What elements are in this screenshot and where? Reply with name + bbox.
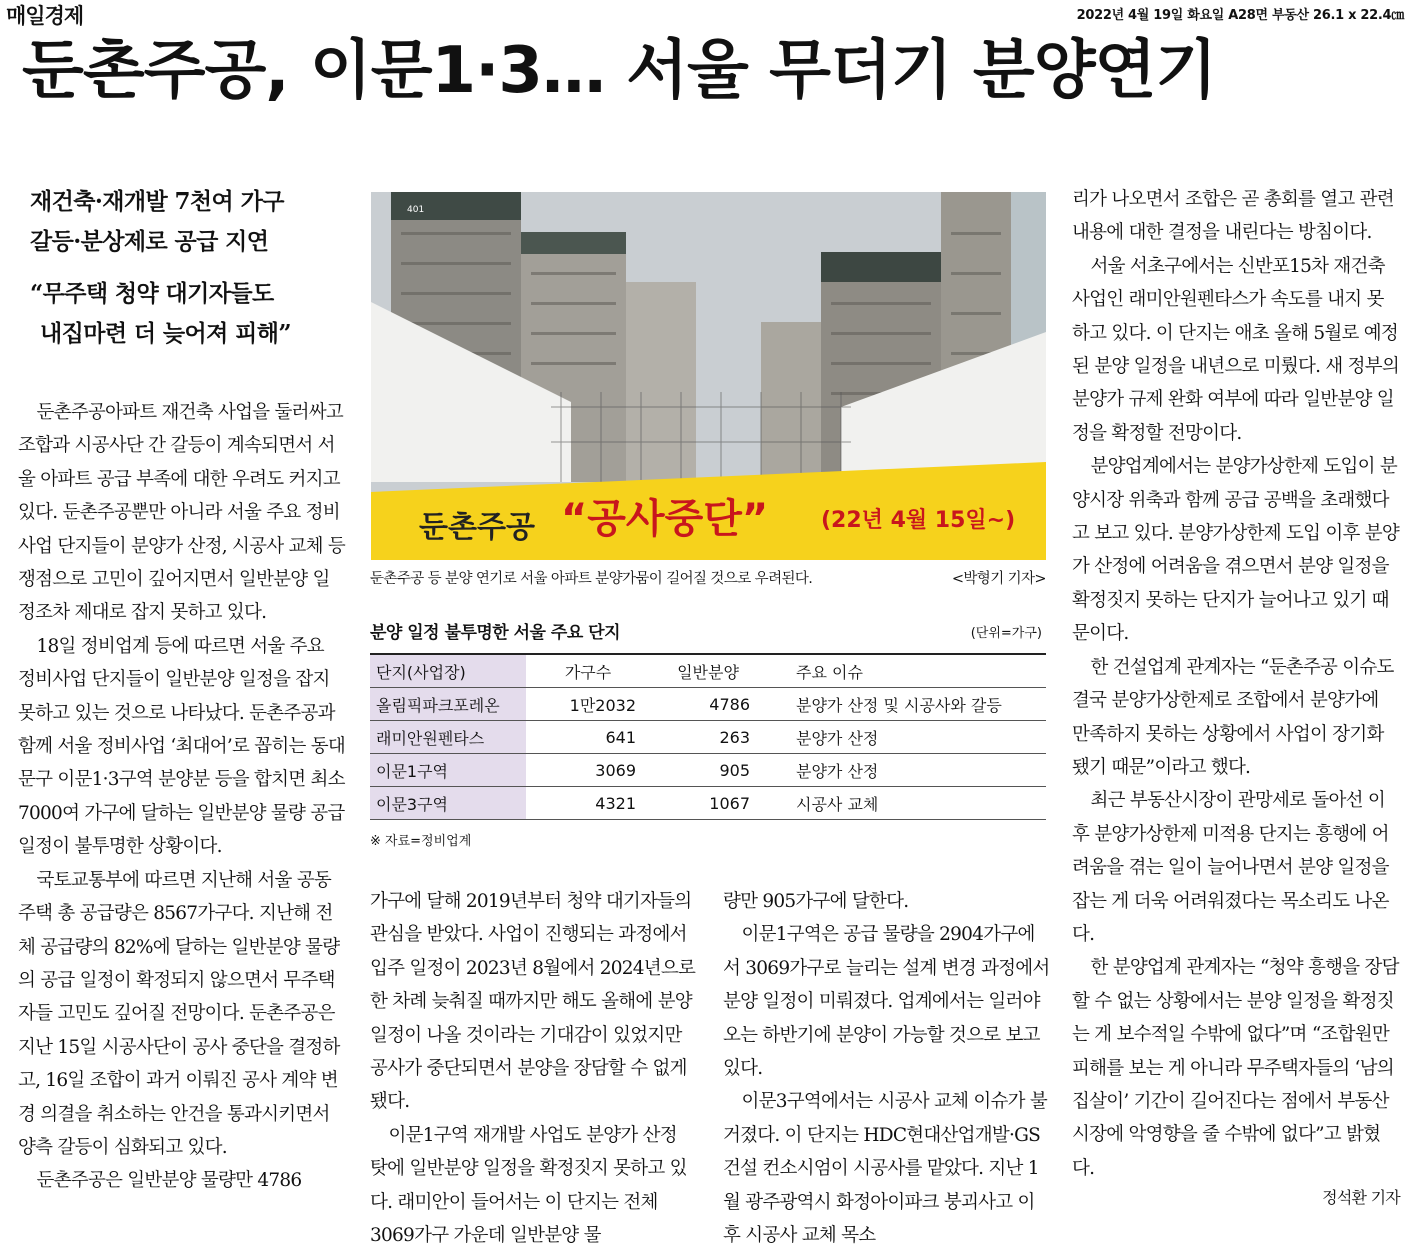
table-cell: 분양가 산정	[766, 754, 1046, 787]
table-unit: (단위=가구)	[970, 626, 1042, 641]
paragraph: 최근 부동산시장이 관망세로 돌아선 이후 분양가상한제 미적용 단지는 흥행에 어려움을 겪는 일이 늘어나면서 분양 일정을 잡는 게 더욱 어려워졌다는 목소리도 나온다.	[1072, 790, 1389, 945]
table-cell: 4786	[650, 688, 766, 721]
table-cell: 1만2032	[526, 688, 650, 721]
paragraph: 분양업계에서는 분양가상한제 도입이 분양시장 위축과 함께 공급 공백을 초래했다고 보고 있다. 분양가상한제 도입 이후 분양가 산정에 어려움을 겪으면서 분양 일정을 확정짓지 못하는 단지가 늘어나고 있기 때문이다.	[1072, 456, 1399, 645]
paragraph: 한 건설업계 관계자는 “둔촌주공 이슈도 결국 분양가상한제로 조합에서 분양가에 만족하지 못하는 상황에서 사업이 장기화됐기 때문”이라고 했다.	[1072, 656, 1394, 778]
paragraph: 18일 정비업계 등에 따르면 서울 주요 정비사업 단지들이 일반분양 일정을 잡지 못하고 있는 것으로 나타났다. 둔촌주공과 함께 서울 정비사업 ‘최대어’로 꼽히는 동대문구 이문1·3구역 분양분 등을 합치면 최소 7000여 가구에 달하는 일반분양 물량 공급 일정이 불투명한 상황이다.	[18, 635, 345, 858]
photo-credit: <박형기 기자>	[951, 571, 1046, 587]
header-cell: 단지(사업장)	[370, 654, 526, 688]
paragraph: 둔촌주공아파트 재건축 사업을 둘러싸고 조합과 시공사단 간 갈등이 계속되면서 서울 아파트 공급 부족에 대한 우려도 커지고 있다. 둔촌주공뿐만 아니라 서울 주요 정비사업 단지들이 분양가 산정, 시공사 교체 등 쟁점으로 고민이 깊어지면서 일반분양 일정조차 제대로 잡지 못하고 있다.	[18, 402, 345, 624]
header-cell: 일반분양	[650, 654, 766, 688]
paragraph: 이문3구역에서는 시공사 교체 이슈가 불거졌다. 이 단지는 HDC현대산업개발·GS건설 컨소시엄이 시공사를 맡았다. 지난 1월 광주광역시 화정아이파크 붕괴사고 이후 시공사 교체 목소	[723, 1091, 1047, 1247]
body-column-1	[18, 396, 346, 1198]
table-title: 분양 일정 불투명한 서울 주요 단지	[370, 623, 620, 643]
photo-caption	[370, 567, 1046, 588]
table-cell: 올림픽파크포레온	[370, 688, 526, 721]
subhead-line: “무주택 청약 대기자들도	[30, 280, 274, 307]
table-cell: 래미안원펜타스	[370, 721, 526, 754]
body-column-3	[723, 885, 1051, 1252]
issue-info: 2022년 4월 19일 화요일 A28면 부동산 26.1 x 22.4㎝	[1076, 8, 1404, 23]
news-photo	[371, 192, 1046, 560]
paragraph: 서울 서초구에서는 신반포15차 재건축 사업인 래미안원펜타스가 속도를 내지 못하고 있다. 이 단지는 애초 올해 5월로 예정된 분양 일정을 내년으로 미뤘다. 새 정부의 분양가 규제 완화 여부에 따라 일반분양 일정을 확정할 전망이다.	[1072, 255, 1399, 444]
table-cell: 905	[650, 754, 766, 787]
body-column-4	[1072, 183, 1400, 1215]
subheads	[30, 182, 350, 354]
masthead	[0, 0, 1412, 28]
table-cell: 분양가 산정	[766, 721, 1046, 754]
table-header-row	[370, 654, 1046, 688]
subhead-line: 내집마련 더 늦어져 피해”	[40, 320, 292, 347]
caption-text: 둔촌주공 등 분양 연기로 서울 아파트 분양가뭄이 길어질 것으로 우려된다.	[370, 571, 813, 587]
table-cell: 이문1구역	[370, 754, 526, 787]
table-row	[370, 754, 1046, 787]
banner-main-text: “공사중단”	[561, 496, 769, 542]
paragraph: 국토교통부에 따르면 지난해 서울 공동주택 총 공급량은 8567가구다. 지난해 전체 공급량의 82%에 달하는 일반분양 물량의 공급 일정이 확정되지 않으면서 무주택자들 고민도 깊어질 전망이다. 둔촌주공은 지난 15일 시공사단이 공사 중단을 결정하고, 16일 조합이 과거 이뤄진 공사 계약 변경 의결을 취소하는 안건을 통과시키면서 양측 갈등이 심화되고 있다.	[18, 869, 340, 1158]
paragraph: 리가 나오면서 조합은 곧 총회를 열고 관련 내용에 대한 결정을 내린다는 방침이다.	[1072, 189, 1394, 244]
table-cell: 641	[526, 721, 650, 754]
table-cell: 1067	[650, 787, 766, 820]
paragraph: 한 분양업계 관계자는 “청약 흥행을 장담할 수 없는 상황에서는 분양 일정을 확정짓는 게 보수적일 수밖에 없다”며 “조합원만 피해를 보는 게 아니라 무주택자들의 ‘남의 집살이’ 기간이 길어진다는 점에서 부동산시장에 악영향을 줄 수밖에 없다”고 밝혔다.	[1072, 957, 1399, 1179]
headline: 둔촌주공, 이문1·3… 서울 무더기 분양연기	[22, 34, 1217, 108]
table-source: ※ 자료=정비업계	[370, 834, 472, 849]
paragraph: 가구에 달해 2019년부터 청약 대기자들의 관심을 받았다. 사업이 진행되는 과정에서 입주 일정이 2023년 8월에서 2024년으로 한 차례 늦춰질 때까지만 해도 올해에 분양 일정이 나올 것이라는 기대감이 있었지만 공사가 중단되면서 분양을 장담할 수 없게 됐다.	[370, 891, 696, 1113]
table-cell: 4321	[526, 787, 650, 820]
header-cell: 주요 이슈	[766, 654, 1046, 688]
table-cell: 263	[650, 721, 766, 754]
paragraph: 량만 905가구에 달한다.	[723, 891, 909, 912]
table-cell: 분양가 산정 및 시공사와 갈등	[766, 688, 1046, 721]
table-cell: 3069	[526, 754, 650, 787]
paragraph: 이문1구역은 공급 물량을 2904가구에서 3069가구로 늘리는 설계 변경 과정에서 분양 일정이 미뤄졌다. 업계에서는 일러야 오는 하반기에 분양이 가능할 것으로 보고 있다.	[723, 924, 1050, 1080]
newspaper-name: 매일경제	[6, 4, 84, 28]
table-row	[370, 688, 1046, 721]
reporter-byline: 정석환 기자	[1322, 1188, 1400, 1208]
table-cell: 이문3구역	[370, 787, 526, 820]
header-cell: 가구수	[526, 654, 650, 688]
paragraph: 둔촌주공은 일반분양 물량만 4786	[36, 1170, 302, 1192]
body-column-2	[370, 885, 698, 1252]
banner-left-text: 둔촌주공	[419, 510, 535, 545]
building-number: 401	[407, 205, 425, 215]
info-table	[370, 653, 1046, 820]
paragraph: 이문1구역 재개발 사업도 분양가 산정 탓에 일반분양 일정을 확정짓지 못하고 있다. 래미안이 들어서는 이 단지는 전체 3069가구 가운데 일반분양 물	[370, 1124, 687, 1247]
banner-date-text: (22년 4월 15일~)	[821, 508, 1016, 533]
subhead-line: 갈등·분상제로 공급 지연	[30, 228, 269, 255]
construction-site-illustration	[371, 192, 1046, 560]
table-cell: 시공사 교체	[766, 787, 1046, 820]
subhead-line: 재건축·재개발 7천여 가구	[30, 188, 284, 215]
table-row	[370, 721, 1046, 754]
table-row	[370, 787, 1046, 820]
info-table-box	[370, 618, 1046, 849]
